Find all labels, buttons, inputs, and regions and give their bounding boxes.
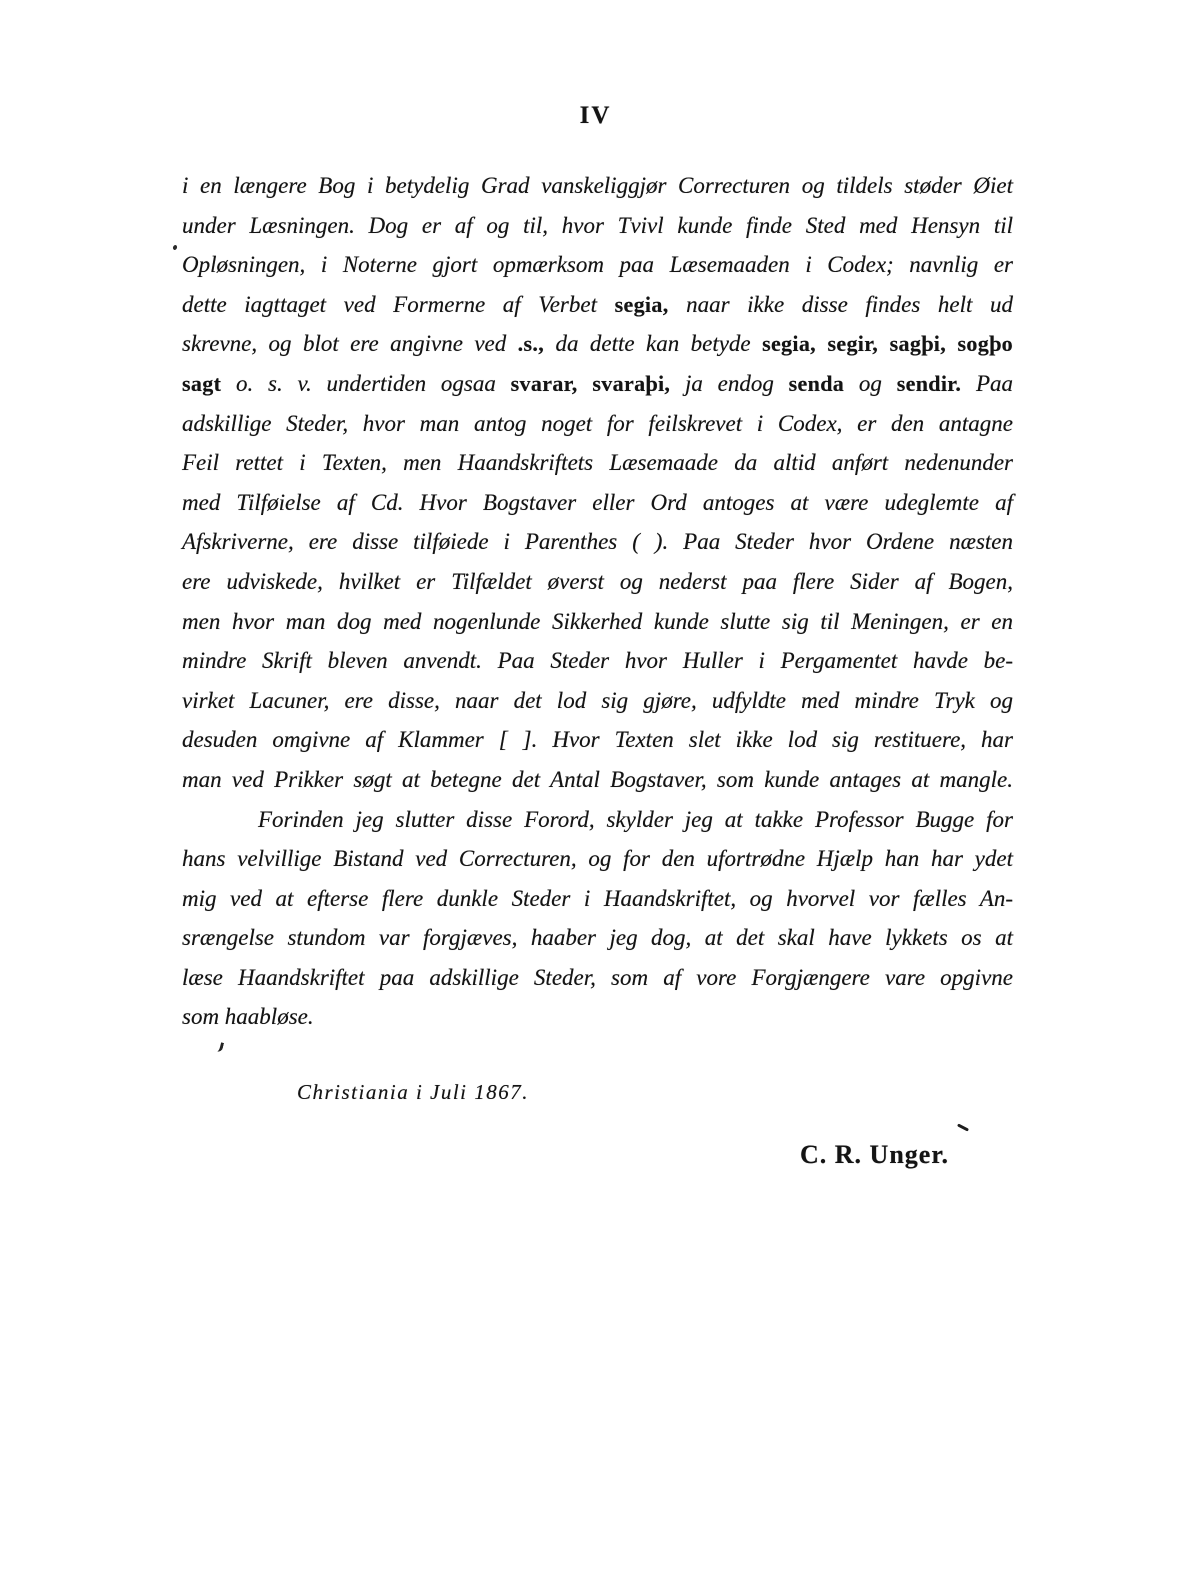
text-line: [182, 720, 1013, 760]
body-text-segment: desuden omgivne af Klammer [ ]. Hvor Texten slet ikke lod sig restituere, har: [182, 727, 1013, 753]
text-line: [182, 800, 1013, 840]
body-text-segment: adskillige Steder, hvor man antog noget for feilskrevet i Codex, er den antagne: [182, 410, 1013, 436]
body-text-segment: o. s. v. undertiden ogsaa: [221, 370, 511, 396]
body-text-segment: Opløsningen, i Noterne gjort opmærksom paa Læsemaaden i Codex; navnlig er: [182, 252, 1013, 278]
text-line: [182, 681, 1013, 721]
text-line: [182, 364, 1013, 404]
old-norse-word: svarar, svaraþi,: [510, 370, 671, 396]
text-line: [182, 918, 1013, 958]
old-norse-word: sendir.: [896, 370, 962, 396]
paragraph: [182, 800, 1013, 1038]
body-text-segment: og: [844, 370, 897, 396]
body-text-segment: hans velvillige Bistand ved Correcturen, og for den ufortrødne Hjælp han har ydet: [182, 846, 1013, 872]
body-text-segment: Forinden jeg slutter disse Forord, skylder jeg at takke Professor Bugge for: [258, 806, 1013, 832]
body-text-segment: mindre Skrift bleven anvendt. Paa Steder hvor Huller i Pergamentet havde be-: [182, 648, 1013, 674]
old-norse-word: .s.,: [517, 331, 545, 357]
body-text-segment: Feil rettet i Texten, men Haandskriftets Læsemaade da altid anført nedenunder: [182, 450, 1013, 476]
body-text-segment: mig ved at efterse flere dunkle Steder i Haandskriftet, og hvorvel vor fælles An-: [182, 885, 1013, 911]
body-text-segment: virket Lacuner, ere disse, naar det lod sig gjøre, udfyldte med mindre Tryk og: [182, 687, 1013, 713]
text-line: [182, 958, 1013, 998]
scan-artifact-tick: [957, 1123, 969, 1131]
text-line: [182, 522, 1013, 562]
body-text-segment: naar ikke disse findes helt ud: [668, 291, 1013, 317]
text-line: [182, 602, 1013, 642]
paragraph: [182, 166, 1013, 800]
text-line: [182, 483, 1013, 523]
old-norse-word: senda: [788, 370, 845, 396]
body-text-segment: dette iagttaget ved Formerne af Verbet: [182, 291, 615, 317]
text-line: [182, 760, 1013, 800]
text-block: [182, 166, 1013, 1037]
dateline: Christiania i Juli 1867.: [297, 1080, 530, 1104]
text-line: [182, 641, 1013, 681]
body-text-segment: srængelse stundom var forgjæves, haaber jeg dog, at det skal have lykkets os at: [182, 925, 1013, 951]
text-line: [182, 562, 1013, 602]
body-text-segment: i en længere Bog i betydelig Grad vanskeliggjør Correcturen og tildels støder Øiet: [182, 173, 1013, 198]
body-text-segment: ja endog: [670, 370, 789, 396]
body-text-segment: men hvor man dog med nogenlunde Sikkerhed kunde slutte sig til Meningen, er en: [182, 608, 1013, 634]
page-number: IV: [579, 102, 612, 129]
signature: C. R. Unger.: [800, 1140, 949, 1169]
text-line: [182, 443, 1013, 483]
text-line: [182, 285, 1013, 325]
body-text-segment: da dette kan betyde: [544, 331, 763, 357]
scan-artifact-dot: [172, 244, 177, 250]
text-line: [182, 997, 1013, 1037]
text-line: [182, 206, 1013, 246]
body-text-segment: som haabløse.: [182, 1004, 314, 1030]
body-text-segment: under Læsningen. Dog er af og til, hvor Tvivl kunde finde Sted med Hensyn til: [182, 212, 1013, 238]
body-text-segment: man ved Prikker søgt at betegne det Antal Bogstaver, som kunde antages at mangle.: [182, 766, 1013, 792]
text-line: [182, 245, 1013, 285]
body-text-segment: ere udviskede, hvilket er Tilfældet øverst og nederst paa flere Sider af Bogen,: [182, 568, 1013, 594]
text-line: [182, 839, 1013, 879]
body-text-segment: skrevne, og blot ere angivne ved: [182, 331, 518, 357]
text-line: [182, 879, 1013, 919]
scan-artifact-comma: [215, 1041, 224, 1052]
text-line: [182, 166, 1013, 206]
old-norse-word: sagt: [182, 370, 222, 396]
old-norse-word: segia, segir, sagþi, sogþo: [762, 331, 1013, 357]
body-text-segment: læse Haandskriftet paa adskillige Steder, som af vore Forgjængere vare opgivne: [182, 964, 1013, 990]
old-norse-word: segia,: [614, 291, 669, 317]
body-text-segment: Paa: [961, 370, 1014, 396]
text-line: [182, 324, 1013, 364]
body-text-segment: med Tilføielse af Cd. Hvor Bogstaver eller Ord antoges at være udeglemte af: [182, 489, 1013, 515]
body-text-segment: Afskriverne, ere disse tilføiede i Parenthes ( ). Paa Steder hvor Ordene næsten: [182, 529, 1013, 555]
text-line: [182, 404, 1013, 444]
